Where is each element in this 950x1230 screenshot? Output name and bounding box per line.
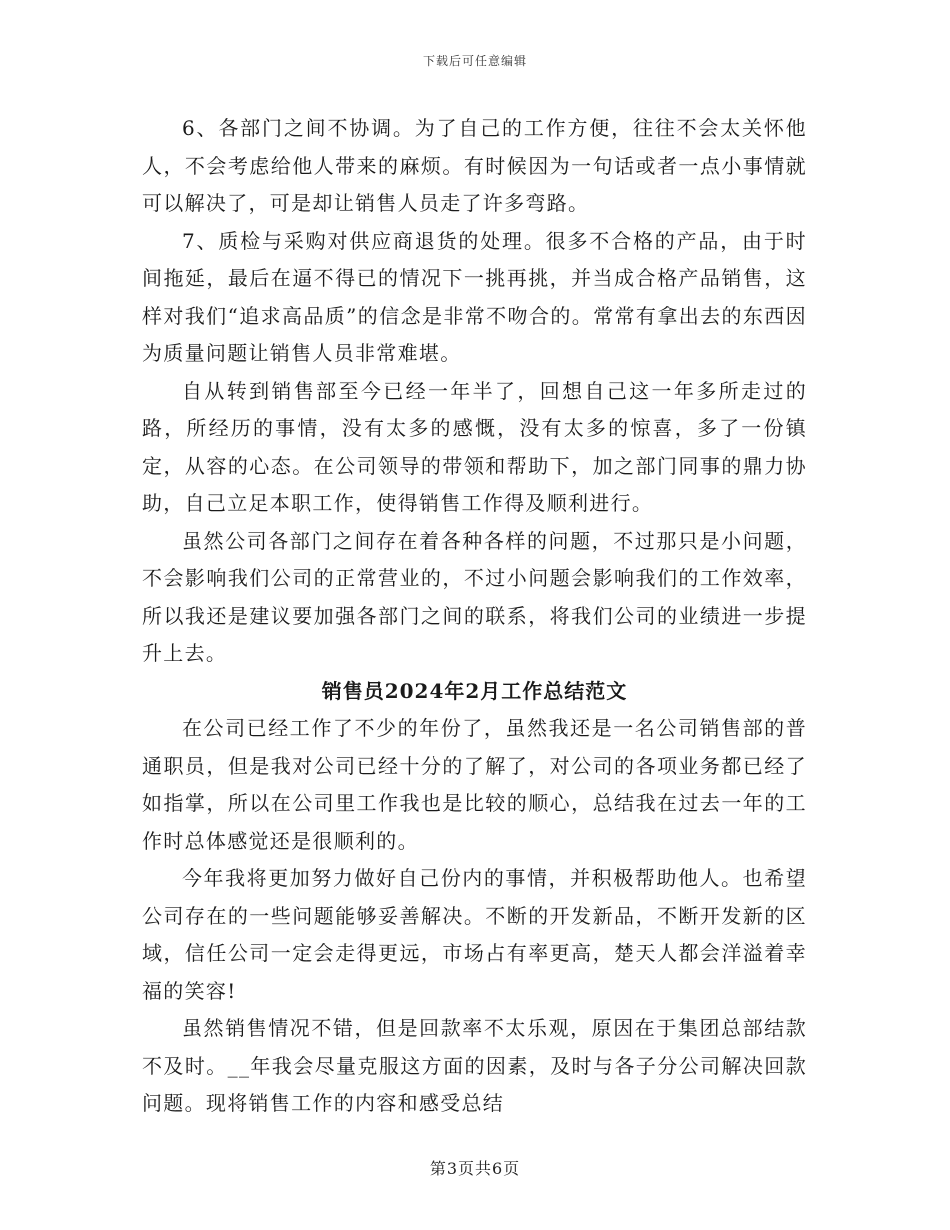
paragraph-item-7: 7、质检与采购对供应商退货的处理。很多不合格的产品，由于时间拖延，最后在逼不得已的情况下一挑再挑，并当成合格产品销售，这样对我们“追求高品质”的信念是非常不吻合的。常常有拿出去的东西因为质量问题让销售人员非常难堪。 (142, 228, 807, 365)
section-title: 销售员2024年2月工作总结范文 (321, 678, 628, 703)
document-body (142, 110, 807, 1123)
paragraph-reflection: 自从转到销售部至今已经一年半了，回想自己这一年多所走过的路，所经历的事情，没有太多的感慨，没有太多的惊喜，多了一份镇定，从容的心态。在公司领导的带领和帮助下，加之部门同事的鼎力协助，自己立足本职工作，使得销售工作得及顺利进行。 (142, 378, 807, 515)
page-footer: 第3页共6页 (429, 1159, 521, 1178)
paragraph-plans: 今年我将更加努力做好自己份内的事情，并积极帮助他人。也希望公司存在的一些问题能够妥善解决。不断的开发新品，不断开发新的区域，信任公司一定会走得更远，市场占有率更高，楚天人都会洋溢着幸福的笑容! (142, 866, 807, 1003)
paragraph-collections: 虽然销售情况不错，但是回款率不太乐观，原因在于集团总部结款不及时。__年我会尽量克服这方面的因素，及时与各子分公司解决回款问题。现将销售工作的内容和感受总结 (142, 1016, 807, 1115)
page-header: 下载后可任意编辑 (422, 54, 527, 68)
paragraph-suggestion: 虽然公司各部门之间存在着各种各样的问题，不过那只是小问题，不会影响我们公司的正常营业的，不过小问题会影响我们的工作效率，所以我还是建议要加强各部门之间的联系，将我们公司的业绩进一步提升上去。 (142, 528, 807, 665)
paragraph-item-6: 6、各部门之间不协调。为了自己的工作方便，往往不会太关怀他人，不会考虑给他人带来的麻烦。有时候因为一句话或者一点小事情就可以解决了，可是却让销售人员走了许多弯路。 (142, 116, 807, 215)
paragraph-intro: 在公司已经工作了不少的年份了，虽然我还是一名公司销售部的普通职员，但是我对公司已经十分的了解了，对公司的各项业务都已经了如指掌，所以在公司里工作我也是比较的顺心，总结我在过去一年的工作时总体感觉还是很顺利的。 (142, 716, 807, 853)
